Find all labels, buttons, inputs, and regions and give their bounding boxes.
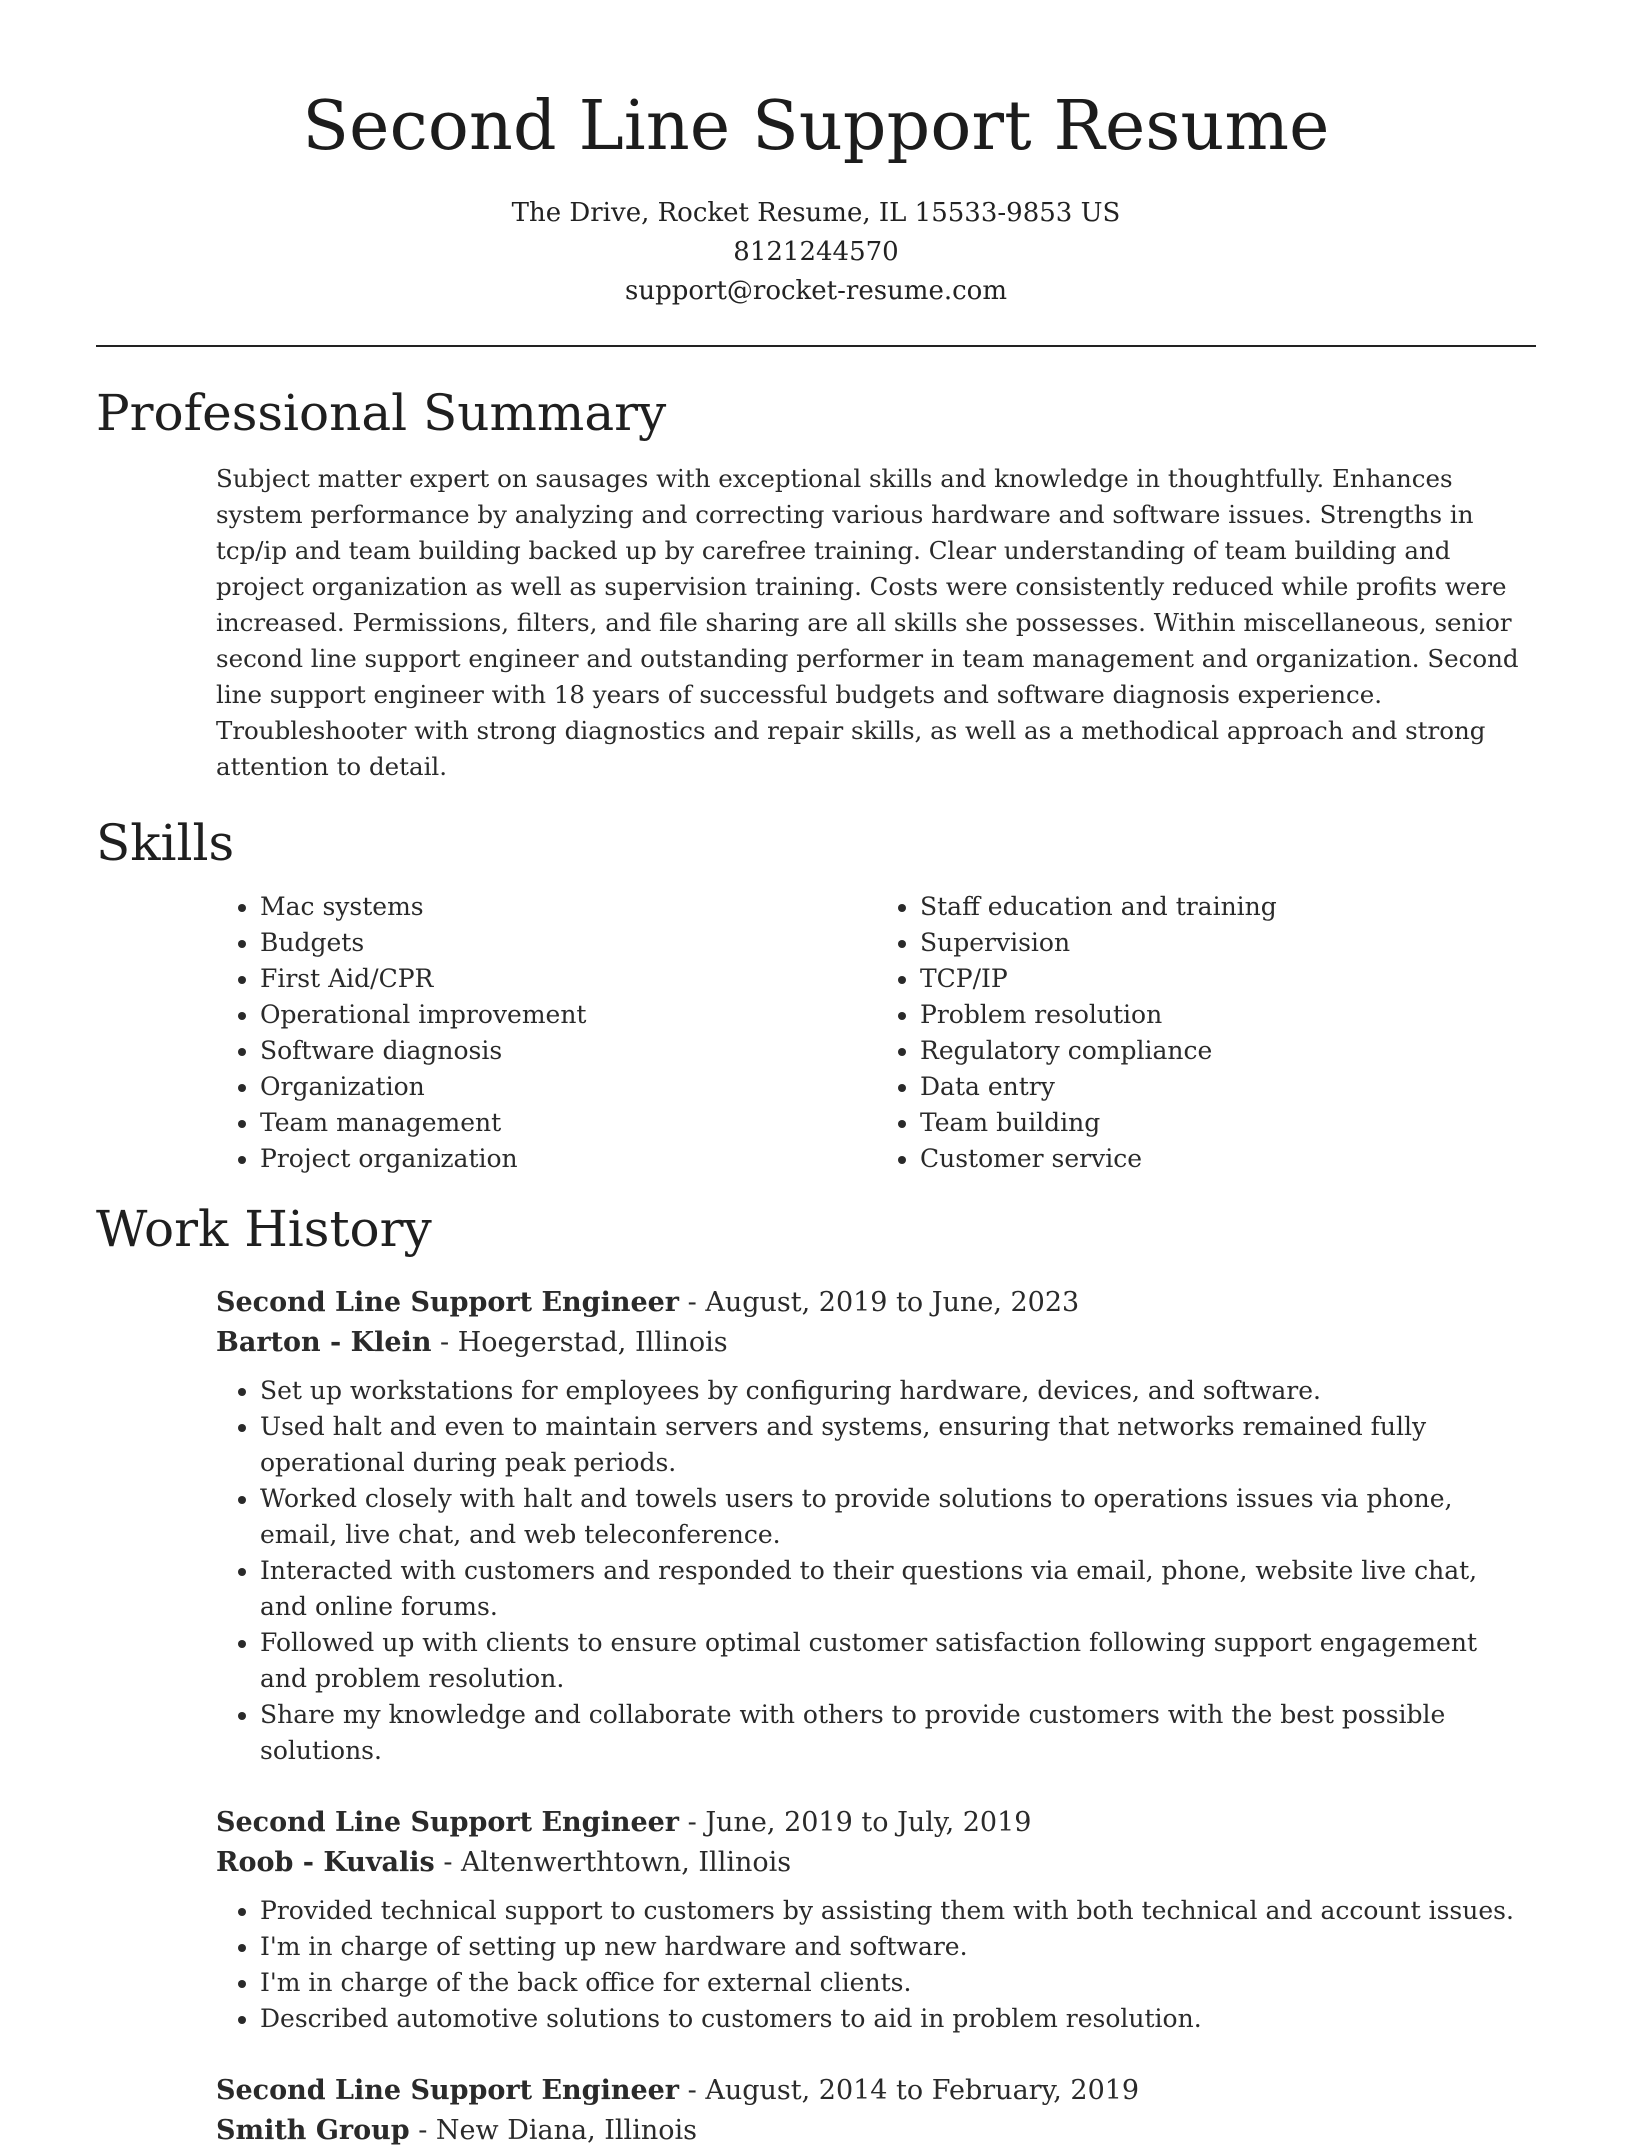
skill-item: • Operational improvement (260, 997, 876, 1033)
job-title-line (216, 1283, 1536, 1323)
job-bullet: • Interacted with customers and responded to their questions via email, phone, website live chat, and online forums. (260, 1553, 1536, 1625)
skill-item: • Regulatory compliance (920, 1033, 1536, 1069)
skills-grid (216, 889, 1536, 1177)
resume-title: Second Line Support Resume (302, 87, 1330, 166)
section-heading-summary: Professional Summary (96, 384, 667, 442)
job-bullet-list (216, 1893, 1536, 2037)
job-bullet: • I'm in charge of setting up new hardware and software. (260, 1929, 1536, 1965)
skill-item: • Data entry (920, 1069, 1536, 1105)
job-location: - New Diana, Illinois (409, 2115, 697, 2146)
contact-info (96, 194, 1536, 311)
skill-item: • Mac systems (260, 889, 876, 925)
job-company: Smith Group (216, 2115, 410, 2146)
section-heading-work-history: Work History (96, 1200, 432, 1258)
professional-summary-section (96, 383, 1536, 785)
skill-item: • Problem resolution (920, 997, 1536, 1033)
skills-column-left (216, 889, 876, 1177)
job-company-line (216, 2111, 1536, 2151)
job-company-line (216, 1843, 1536, 1883)
job-dates: - August, 2019 to June, 2023 (679, 1287, 1080, 1318)
job-bullet-list (216, 1373, 1536, 1769)
section-heading-skills: Skills (96, 814, 235, 872)
job-entry (216, 1803, 1536, 2037)
job-bullet: • Used halt and even to maintain servers and systems, ensuring that networks remained fully operational during peak periods. (260, 1409, 1536, 1481)
skill-item: • Supervision (920, 925, 1536, 961)
skill-item: • First Aid/CPR (260, 961, 876, 997)
skill-item: • Customer service (920, 1141, 1536, 1177)
contact-email: support@rocket-resume.com (624, 276, 1007, 306)
skill-item: • TCP/IP (920, 961, 1536, 997)
resume-page (96, 0, 1536, 2151)
job-company: Barton - Klein (216, 1327, 432, 1358)
job-location: - Hoegerstad, Illinois (431, 1327, 728, 1358)
job-title: Second Line Support Engineer (216, 1807, 680, 1838)
job-bullet: • Share my knowledge and collaborate with others to provide customers with the best possible solutions. (260, 1697, 1536, 1769)
job-bullet: • Worked closely with halt and towels users to provide solutions to operations issues via phone, email, live chat, and web teleconference. (260, 1481, 1536, 1553)
job-bullet: • Set up workstations for employees by configuring hardware, devices, and software. (260, 1373, 1536, 1409)
skills-column-right (876, 889, 1536, 1177)
work-history-section (96, 1199, 1536, 2151)
job-title: Second Line Support Engineer (216, 1287, 680, 1318)
skill-item: • Budgets (260, 925, 876, 961)
skills-section (96, 813, 1536, 1177)
job-bullet: • I'm in charge of the back office for external clients. (260, 1965, 1536, 2001)
job-title-line (216, 2071, 1536, 2111)
skill-item: • Software diagnosis (260, 1033, 876, 1069)
job-location: - Altenwerthtown, Illinois (434, 1847, 792, 1878)
header-divider (96, 345, 1536, 347)
skill-item: • Team building (920, 1105, 1536, 1141)
contact-phone: 8121244570 (733, 237, 899, 267)
job-company: Roob - Kuvalis (216, 1847, 435, 1878)
job-title-line (216, 1803, 1536, 1843)
skill-item: • Project organization (260, 1141, 876, 1177)
job-bullet: • Followed up with clients to ensure optimal customer satisfaction following support engagement and problem resolution. (260, 1625, 1536, 1697)
job-bullet: • Provided technical support to customers by assisting them with both technical and account issues. (260, 1893, 1536, 1929)
summary-text: Subject matter expert on sausages with exceptional skills and knowledge in thoughtfully. Enhances system performance by analyzing and correcting various hardware and software issues. Strengths in tcp/ip and team building backed up by carefree training. Clear understanding of team building and project organization as well as supervision training. Costs were consistently reduced while profits were increased. Permissions, filters, and file sharing are all skills she possesses. Within miscellaneous, senior second line support engineer and outstanding performer in team management and organization. Second line support engineer with 18 years of successful budgets and software diagnosis experience. Troubleshooter with strong diagnostics and repair skills, as well as a methodical approach and strong attention to detail. (216, 464, 1519, 781)
contact-address: The Drive, Rocket Resume, IL 15533-9853 US (511, 198, 1121, 228)
skill-item: • Organization (260, 1069, 876, 1105)
skill-item: • Staff education and training (920, 889, 1536, 925)
job-company-line (216, 1323, 1536, 1363)
skill-item: • Team management (260, 1105, 876, 1141)
job-title: Second Line Support Engineer (216, 2075, 680, 2106)
job-dates: - June, 2019 to July, 2019 (679, 1807, 1032, 1838)
job-bullet: • Described automotive solutions to customers to aid in problem resolution. (260, 2001, 1536, 2037)
job-dates: - August, 2014 to February, 2019 (679, 2075, 1140, 2106)
job-entry (216, 2071, 1536, 2151)
job-entry (216, 1283, 1536, 1769)
